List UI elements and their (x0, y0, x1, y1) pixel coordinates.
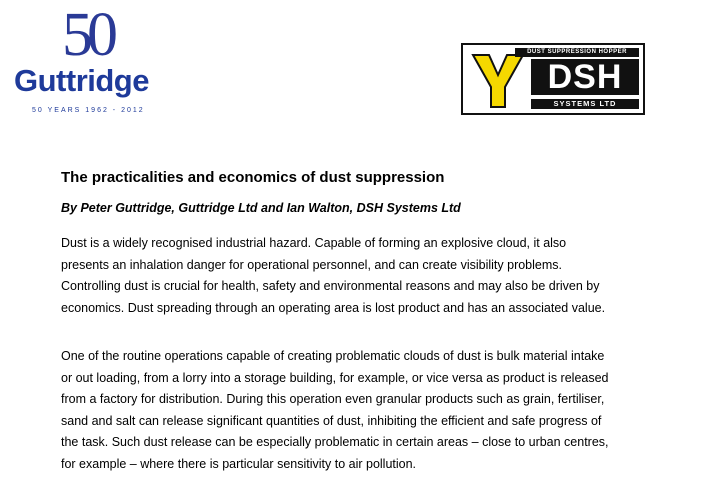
paragraph-line: One of the routine operations capable of creating problematic clouds of dust is bulk material intake (61, 349, 605, 363)
article-title: The practicalities and economics of dust suppression (61, 169, 445, 186)
paragraph-line: Dust is a widely recognised industrial hazard. Capable of forming an explosive cloud, it also (61, 236, 567, 250)
article-byline: By Peter Guttridge, Guttridge Ltd and Ian Walton, DSH Systems Ltd (61, 201, 461, 215)
guttridge-50-mark: 50 (62, 1, 112, 69)
paragraph-line: the task. Such dust release can be especially problematic in certain areas – close to urban centres, (61, 435, 609, 450)
dsh-systems-logo (461, 43, 645, 115)
dsh-top-strip: DUST SUPPRESSION HOPPER (515, 48, 639, 57)
paragraph-line: or out loading, from a lorry into a storage building, for example, or vice versa as product is released (61, 370, 609, 385)
paragraph-1 (61, 233, 676, 319)
paragraph-line: sand and salt can release significant quantities of dust, inhibiting the efficient and safe progress of (61, 413, 602, 428)
guttridge-wordmark: Guttridge (14, 63, 149, 98)
dsh-y-icon (469, 51, 527, 111)
paragraph-line: economics. Dust spreading through an operating area is lost product and has an associated value. (61, 300, 606, 315)
dsh-systems-ltd: SYSTEMS LTD (531, 99, 639, 109)
paragraph-2 (61, 346, 676, 476)
guttridge-years-tagline: 50 YEARS 1962 - 2012 (32, 107, 145, 114)
paragraph-line: Controlling dust is crucial for health, safety and environmental reasons and may also be driven by (61, 279, 600, 294)
dsh-letters: DSH (531, 59, 639, 95)
guttridge-logo (14, 1, 174, 116)
paragraph-line: from a factory for distribution. During this operation even granular products such as grain, fertiliser, (61, 392, 605, 407)
paragraph-line: presents an inhalation danger for operational personnel, and can create visibility problems. (61, 257, 562, 272)
paragraph-line: for example – where there is particular sensitivity to air pollution. (61, 456, 417, 471)
